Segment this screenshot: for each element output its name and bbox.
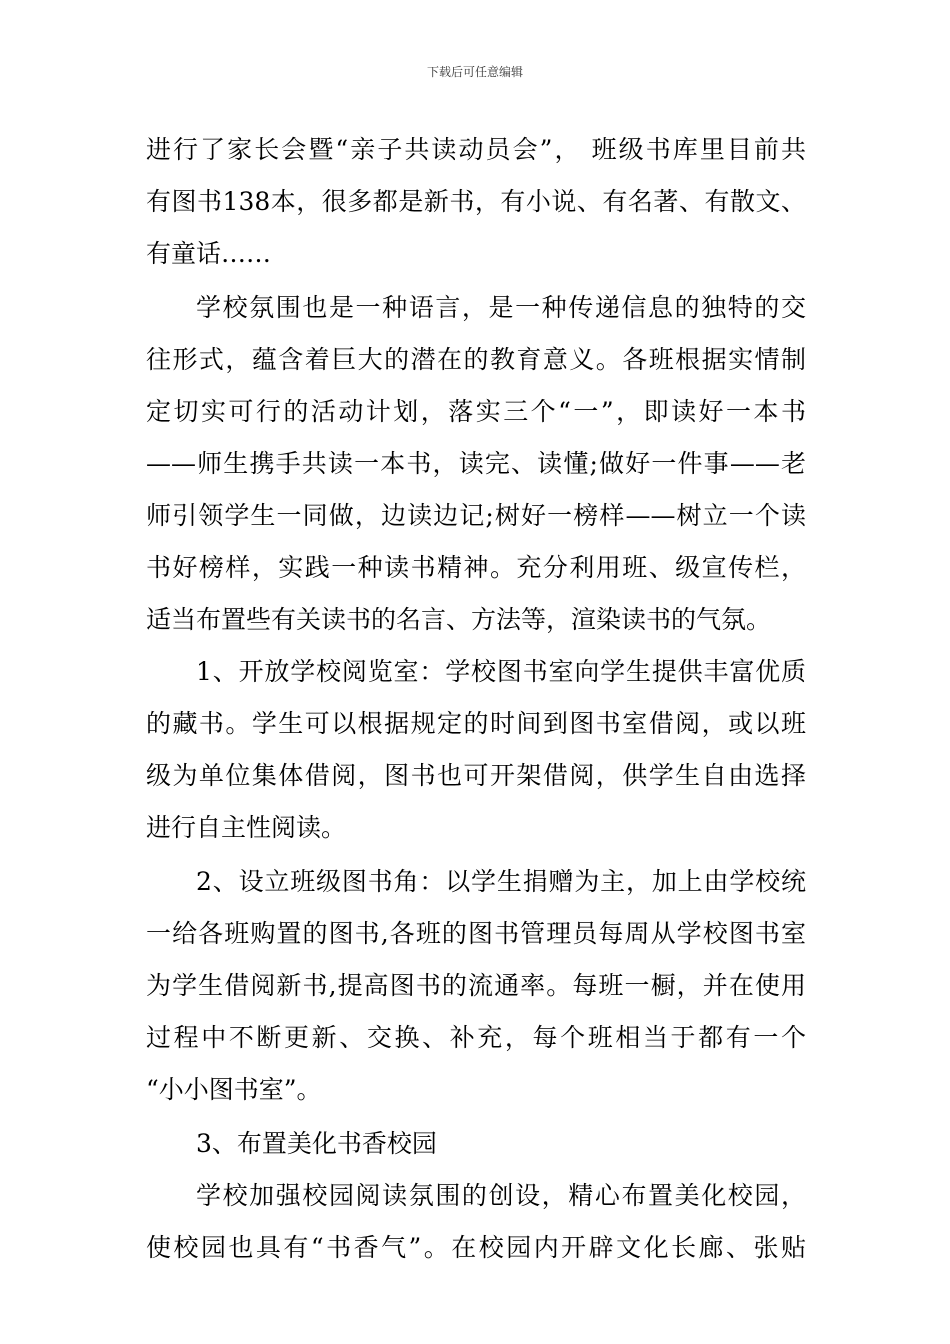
text-line: 定切实可行的活动计划，落实三个“一”，即读好一本书 — [146, 397, 806, 426]
text-line: 有图书138本，很多都是新书，有小说、有名著、有散文、 — [146, 187, 806, 216]
paragraph — [146, 1170, 806, 1274]
text-line: 学校加强校园阅读氛围的创设，精心布置美化校园， — [196, 1181, 806, 1210]
document-body — [146, 124, 806, 1274]
paragraph — [146, 646, 806, 854]
text-line: “小小图书室”。 — [146, 1075, 322, 1104]
paragraph — [146, 856, 806, 1116]
text-line: 使校园也具有“书香气”。在校园内开辟文化长廊、张贴 — [146, 1233, 806, 1262]
text-line: 有童话…… — [146, 239, 272, 268]
text-line: 进行了家长会暨“亲子共读动员会”， 班级书库里目前共 — [146, 135, 806, 164]
text-line: 师引领学生一同做，边读边记;树好一榜样——树立一个读 — [146, 501, 806, 530]
text-line: 级为单位集体借阅，图书也可开架借阅，供学生自由选择 — [146, 761, 806, 790]
text-line: 书好榜样，实践一种读书精神。充分利用班、级宣传栏， — [146, 553, 806, 582]
text-line: 一给各班购置的图书,各班的图书管理员每周从学校图书室 — [146, 919, 806, 948]
text-line: ——师生携手共读一本书，读完、读懂;做好一件事——老 — [146, 449, 806, 478]
text-line: 进行自主性阅读。 — [146, 813, 347, 842]
text-line: 的藏书。学生可以根据规定的时间到图书室借阅，或以班 — [146, 709, 806, 738]
text-line: 学校氛围也是一种语言，是一种传递信息的独特的交 — [196, 293, 806, 322]
page-header: 下载后可任意编辑 — [426, 65, 523, 79]
text-line: 1、开放学校阅览室：学校图书室向学生提供丰富优质 — [196, 657, 806, 686]
text-line: 过程中不断更新、交换、补充，每个班相当于都有一个 — [146, 1023, 806, 1052]
text-line: 2、设立班级图书角：以学生捐赠为主，加上由学校统 — [196, 867, 806, 896]
text-line: 往形式，蕴含着巨大的潜在的教育意义。各班根据实情制 — [146, 345, 806, 374]
paragraph — [146, 282, 806, 646]
section-heading — [146, 1118, 806, 1170]
text-line: 为学生借阅新书,提高图书的流通率。每班一橱，并在使用 — [146, 971, 806, 1000]
text-line: 适当布置些有关读书的名言、方法等，渲染读书的气氛。 — [146, 605, 772, 634]
paragraph — [146, 124, 806, 280]
text-line: 3、布置美化书香校园 — [196, 1129, 437, 1158]
